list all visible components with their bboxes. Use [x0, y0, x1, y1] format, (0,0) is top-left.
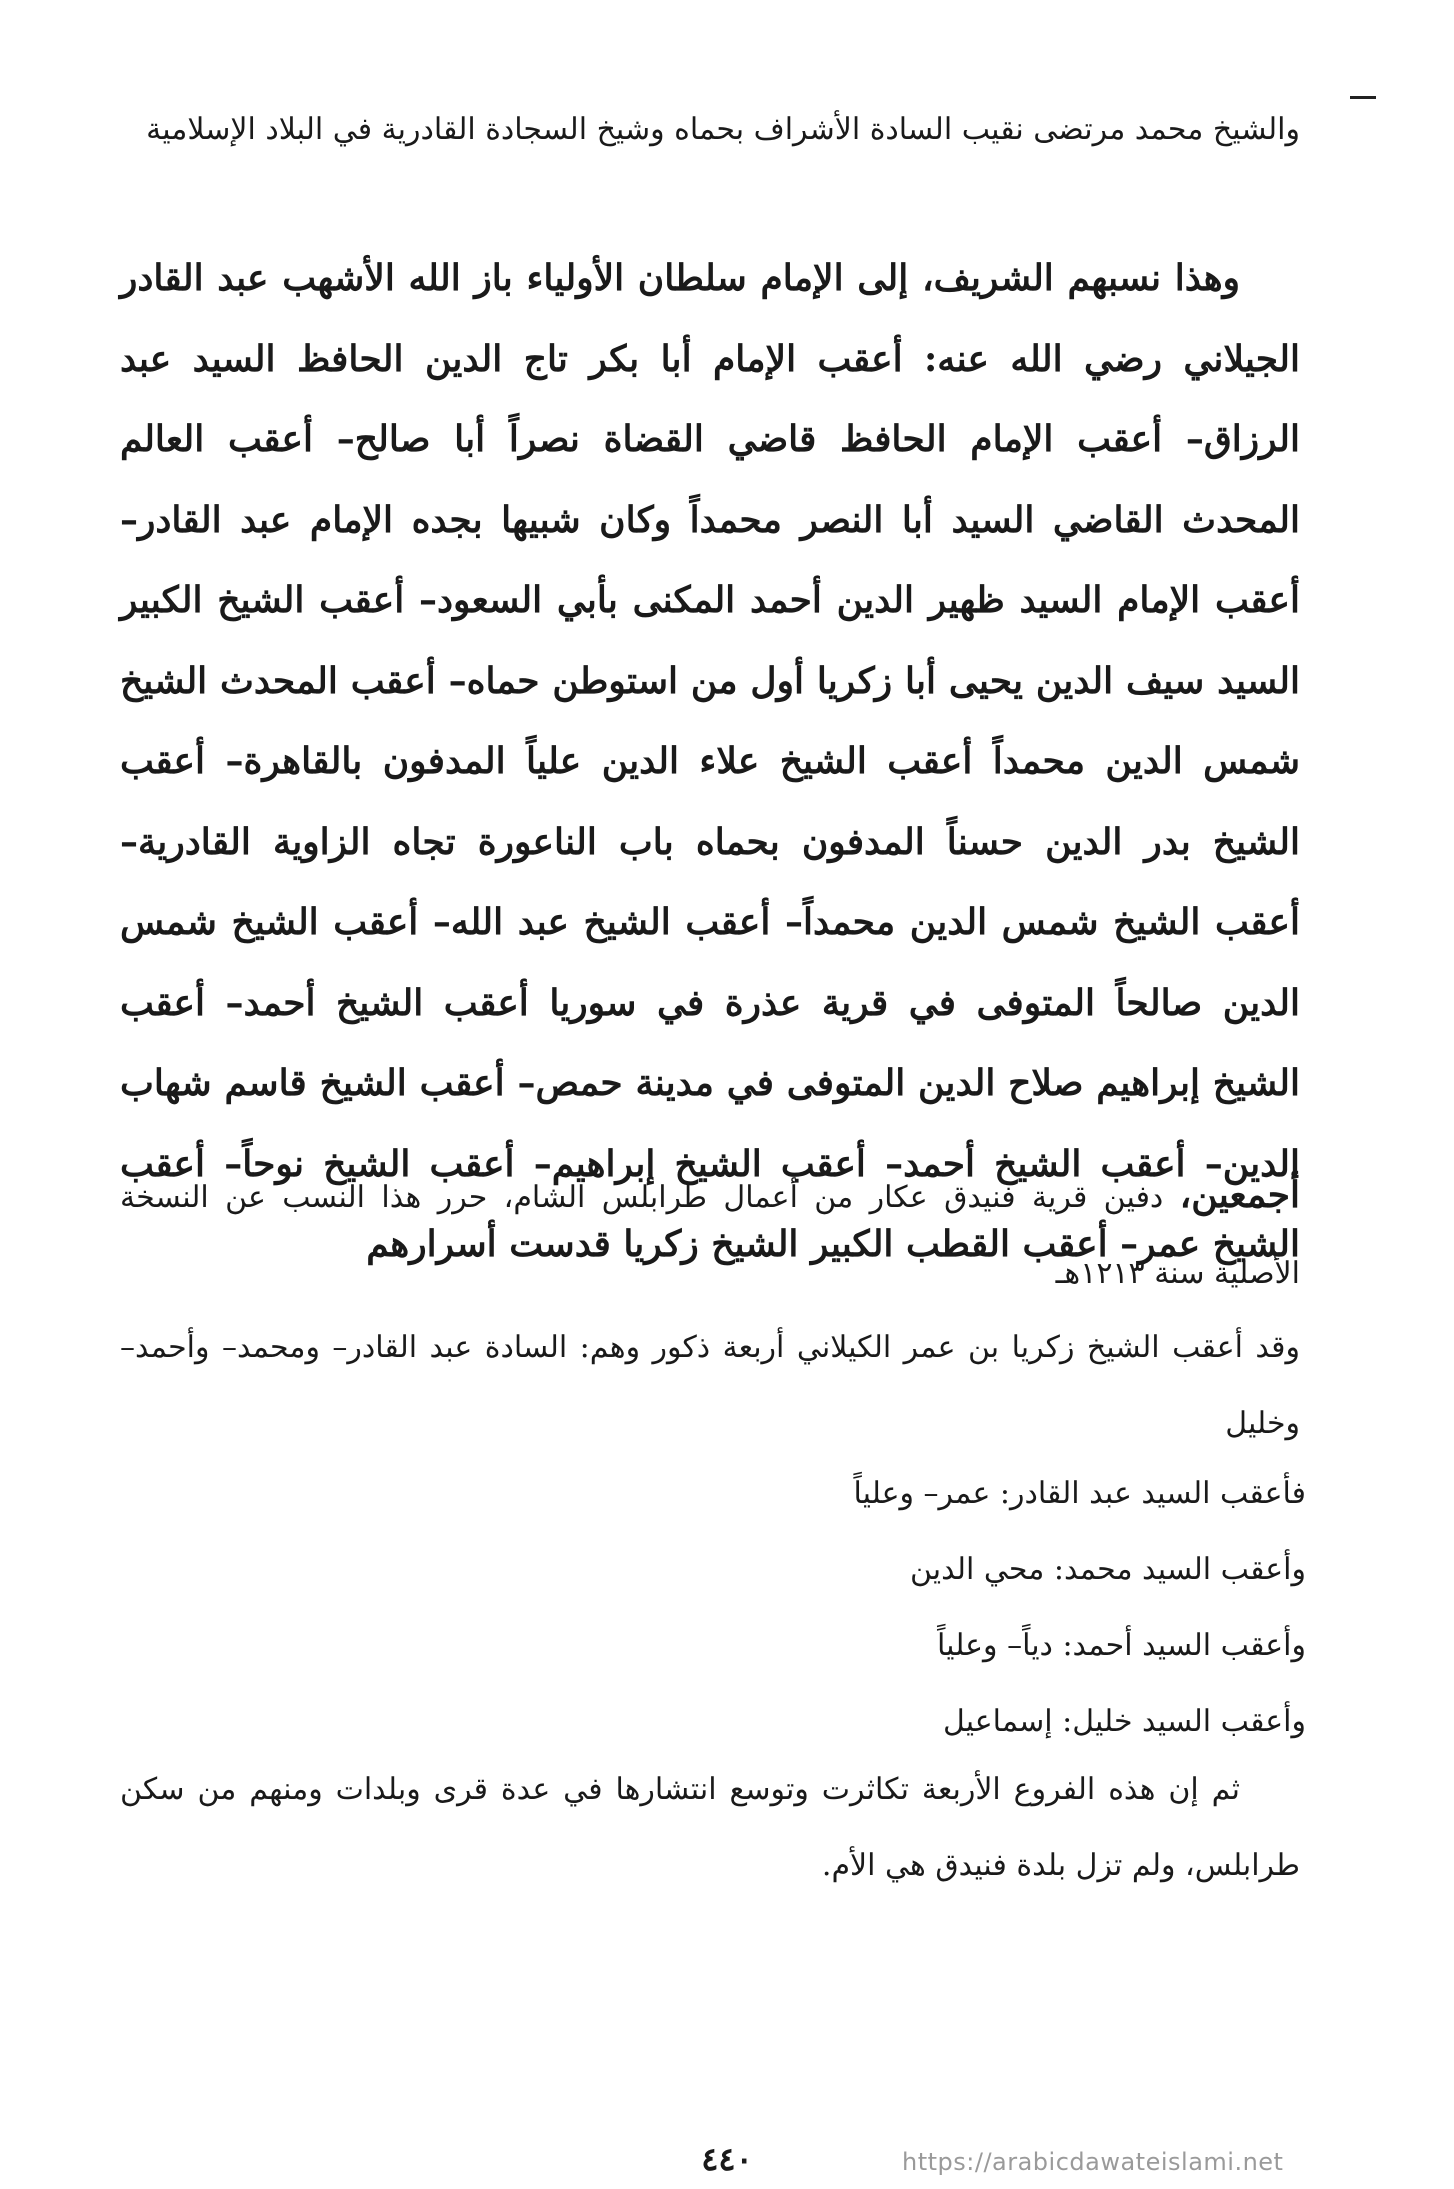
site-watermark-url: https://arabicdawateislami.net: [902, 2148, 1284, 2176]
colophon-paragraph: [120, 1157, 1300, 1312]
branch-item: وأعقب السيد أحمد: دياً– وعلياً: [937, 1628, 1306, 1663]
branches-intro: وقد أعقب الشيخ زكريا بن عمر الكيلاني أربعة ذكور وهم: السادة عبد القادر– ومحمد– وأحمد– وخليل: [120, 1330, 1300, 1441]
colophon-bold-word: أجمعين،: [1179, 1174, 1300, 1216]
branch-list: [206, 1456, 1306, 1760]
branch-item: فأعقب السيد عبد القادر: عمر– وعلياً: [853, 1476, 1306, 1511]
list-dash: [1350, 96, 1376, 99]
page-number: ٤٤٠: [701, 2140, 753, 2178]
lineage-paragraph: وهذا نسبهم الشريف، إلى الإمام سلطان الأولياء باز الله الأشهب عبد القادر الجيلاني رضي الله عنه: أعقب الإمام أبا بكر تاج الدين الحافظ السيد عبد الرزاق– أعقب الإمام الحافظ قاضي القضاة نصراً أبا صالح– أعقب العالم المحدث القاضي السيد أبا النصر محمداً وكان شبيها بجده الإمام عبد القادر– أعقب الإمام السيد ظهير الدين أحمد المكنى بأبي السعود– أعقب الشيخ الكبير السيد سيف الدين يحيى أبا زكريا أول من استوطن حماه– أعقب المحدث الشيخ شمس الدين محمداً أعقب الشيخ علاء الدين علياً المدفون بالقاهرة– أعقب الشيخ بدر الدين حسناً المدفون بحماه باب الناعورة تجاه الزاوية القادرية– أعقب الشيخ شمس الدين محمداً– أعقب الشيخ عبد الله– أعقب الشيخ شمس الدين صالحاً المتوفى في قرية عذرة في سوريا أعقب الشيخ أحمد– أعقب الشيخ إبراهيم صلاح الدين المتوفى في مدينة حمص– أعقب الشيخ قاسم شهاب الدين– أعقب الشيخ أحمد– أعقب الشيخ إبراهيم– أعقب الشيخ نوحاً– أعقب الشيخ عمر– أعقب القطب الكبير الشيخ زكريا قدست أسرارهم: [120, 257, 1300, 1265]
closing-paragraph: ثم إن هذه الفروع الأربعة تكاثرت وتوسع انتشارها في عدة قرى وبلدات ومنهم من سكن طرابلس، ولم تزل بلدة فنيدق هي الأم.: [120, 1772, 1300, 1883]
colophon-text: دفين قرية فنيدق عكار من أعمال طرابلس الشام، حرر هذا النسب عن النسخة الأصلية سنة ١٢١٣هـ: [120, 1180, 1300, 1291]
branch-item: وأعقب السيد خليل: إسماعيل: [943, 1704, 1306, 1739]
intro-line: والشيخ محمد مرتضى نقيب السادة الأشراف بحماه وشيخ السجادة القادرية في البلاد الإسلامية: [146, 112, 1300, 147]
branch-item: وأعقب السيد محمد: محي الدين: [909, 1552, 1306, 1587]
